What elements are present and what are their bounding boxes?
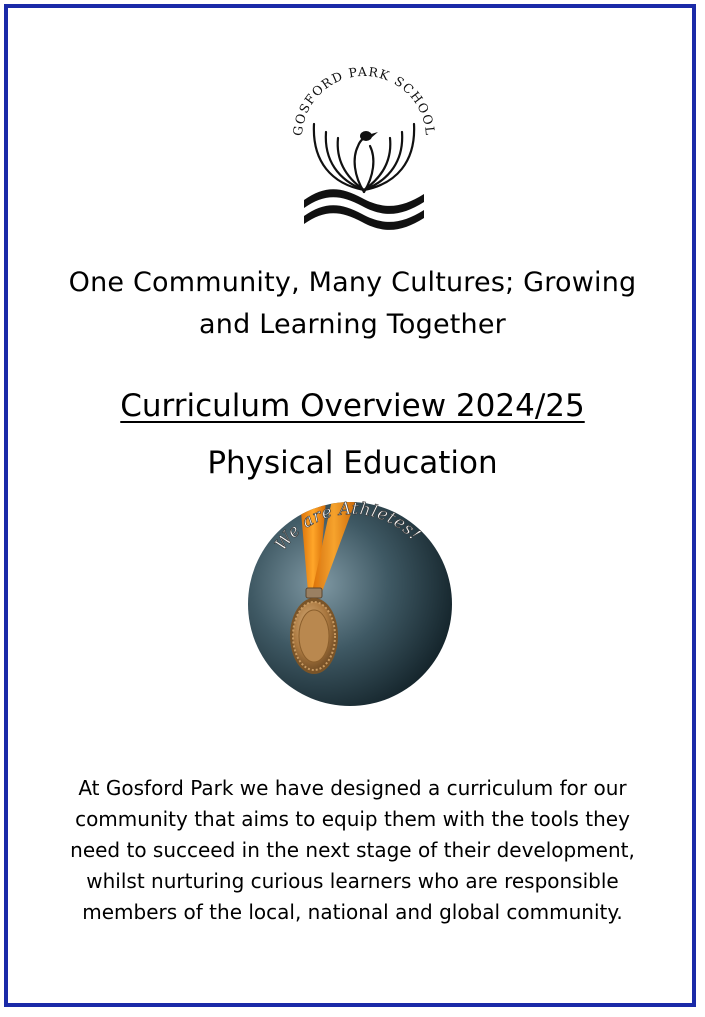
- intro-line: need to succeed in the next stage of their development,: [70, 838, 635, 862]
- subject-heading: Physical Education: [207, 445, 498, 481]
- svg-text:GOSFORD PARK SCHOOL: GOSFORD PARK SCHOOL: [289, 63, 439, 137]
- document-title: [40, 384, 665, 428]
- intro-line: At Gosford Park we have designed a curriculum for our: [78, 776, 627, 800]
- intro-line: members of the local, national and global community.: [82, 900, 623, 924]
- document-title-text: Curriculum Overview 2024/25: [120, 388, 585, 424]
- intro-line: community that aims to equip them with the tools they: [75, 807, 630, 831]
- athletes-badge: [246, 500, 454, 708]
- motto-line-2: and Learning Together: [199, 309, 506, 340]
- school-motto: [40, 262, 665, 346]
- curriculum-intro: [50, 773, 655, 928]
- svg-text:We are Athletes!: We are Athletes!: [271, 500, 425, 555]
- motto-line-1: One Community, Many Cultures; Growing: [68, 267, 637, 298]
- intro-line: whilst nurturing curious learners who are responsible: [86, 869, 619, 893]
- medal-icon: [290, 598, 338, 674]
- school-logo: [282, 52, 444, 232]
